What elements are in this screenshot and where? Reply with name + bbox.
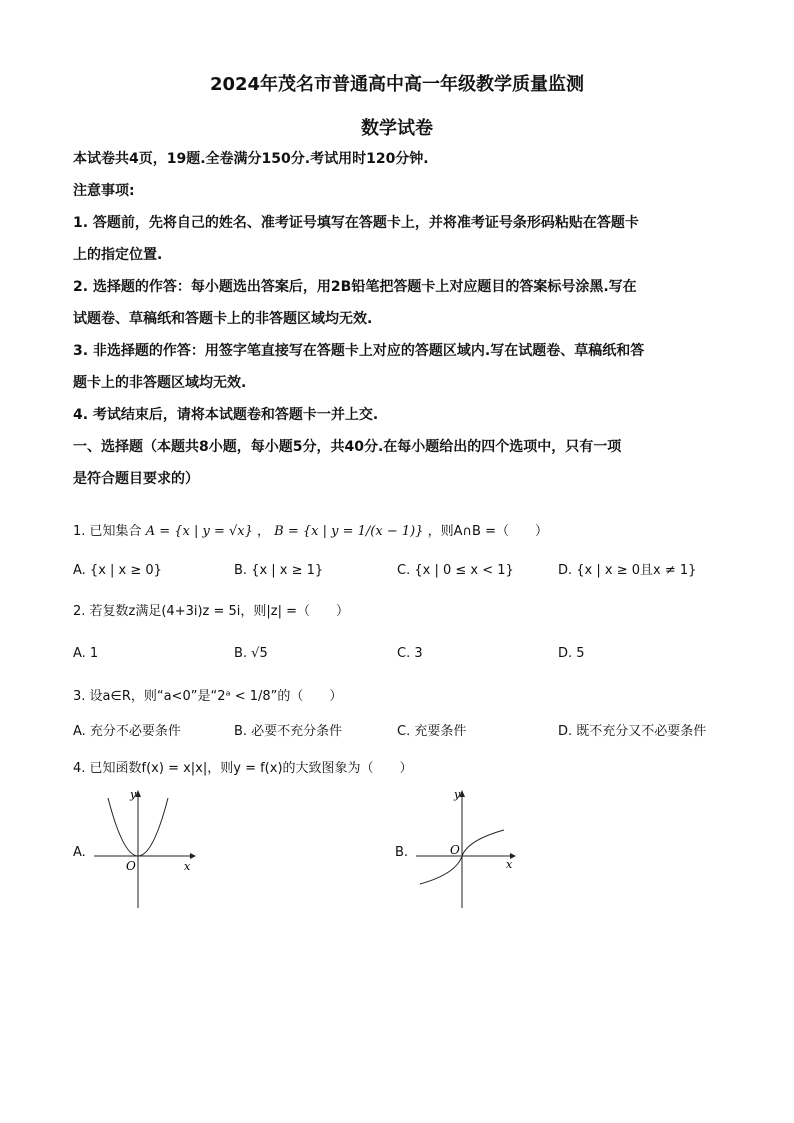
q1-comma: ， — [257, 524, 271, 539]
section-heading: 一、选择题（本题共8小题，每小题5分，共40分.在每小题给出的四个选项中，只有一项 — [73, 439, 622, 455]
origin-label: O — [126, 859, 136, 873]
q2-option-d: D. 5 — [558, 646, 585, 661]
question-2-stem: 2. 若复数z满足(4+3i)z = 5i，则|z| =（ ） — [73, 604, 350, 619]
q3-option-c: C. 充要条件 — [397, 724, 467, 739]
q1-prefix: 1. 已知集合 — [73, 524, 142, 539]
notice-line: 试题卷、草稿纸和答题卡上的非答题区域均无效. — [73, 311, 373, 327]
notice-line: 2. 选择题的作答：每小题选出答案后，用2B铅笔把答题卡上对应题目的答案标号涂黑.写在 — [73, 279, 637, 295]
notice-line: 题卡上的非答题区域均无效. — [73, 375, 247, 391]
q1-option-d: D. {x | x ≥ 0且x ≠ 1} — [558, 563, 697, 578]
q2-option-c: C. 3 — [397, 646, 423, 661]
notice-line: 3. 非选择题的作答：用签字笔直接写在答题卡上对应的答题区域内.写在试题卷、草稿纸和答 — [73, 343, 645, 359]
notice-heading: 注意事项: — [73, 183, 135, 199]
origin-label: O — [450, 843, 460, 857]
page-title: 2024年茂名市普通高中高一年级教学质量监测 — [209, 74, 585, 95]
y-axis-label: y — [454, 788, 461, 801]
q4-option-a-label: A. — [73, 845, 86, 860]
q2-option-b: B. √5 — [234, 646, 268, 661]
q1-suffix: ，则A∩B =（ ） — [427, 524, 548, 539]
q1-set-a: A = {x | y = √x} — [145, 524, 253, 539]
q3-option-b: B. 必要不充分条件 — [234, 724, 343, 739]
notice-line: 4. 考试结束后，请将本试题卷和答题卡一并上交. — [73, 407, 379, 423]
page-subtitle: 数学试卷 — [361, 118, 433, 139]
question-3-stem: 3. 设a∈R，则“a<0”是“2ᵃ < 1/8”的（ ） — [73, 689, 343, 704]
x-axis-label: x — [184, 860, 191, 873]
q3-option-d: D. 既不充分又不必要条件 — [558, 724, 707, 739]
q4-graph-b — [412, 788, 522, 910]
section-heading: 是符合题目要求的） — [73, 471, 199, 487]
q2-option-a: A. 1 — [73, 646, 99, 661]
x-axis-label: x — [506, 858, 513, 871]
q4-graph-a — [90, 788, 200, 910]
q1-set-b: B = {x | y = 1/(x − 1)} — [274, 524, 424, 539]
x-axis-arrow-icon — [190, 853, 196, 859]
q1-option-b: B. {x | x ≥ 1} — [234, 563, 324, 578]
q4-option-b-label: B. — [395, 845, 409, 860]
notice-line: 上的指定位置. — [73, 247, 163, 263]
question-1-stem — [73, 516, 548, 548]
q1-option-c: C. {x | 0 ≤ x < 1} — [397, 563, 514, 578]
q1-option-a: A. {x | x ≥ 0} — [73, 563, 162, 578]
notice-line: 1. 答题前，先将自己的姓名、准考证号填写在答题卡上，并将准考证号条形码粘贴在答题卡 — [73, 215, 639, 231]
exam-intro: 本试卷共4页，19题.全卷满分150分.考试用时120分钟. — [73, 151, 429, 167]
question-4-stem: 4. 已知函数f(x) = x|x|，则y = f(x)的大致图象为（ ） — [73, 761, 413, 776]
q3-option-a: A. 充分不必要条件 — [73, 724, 181, 739]
y-axis-label: y — [130, 788, 137, 801]
